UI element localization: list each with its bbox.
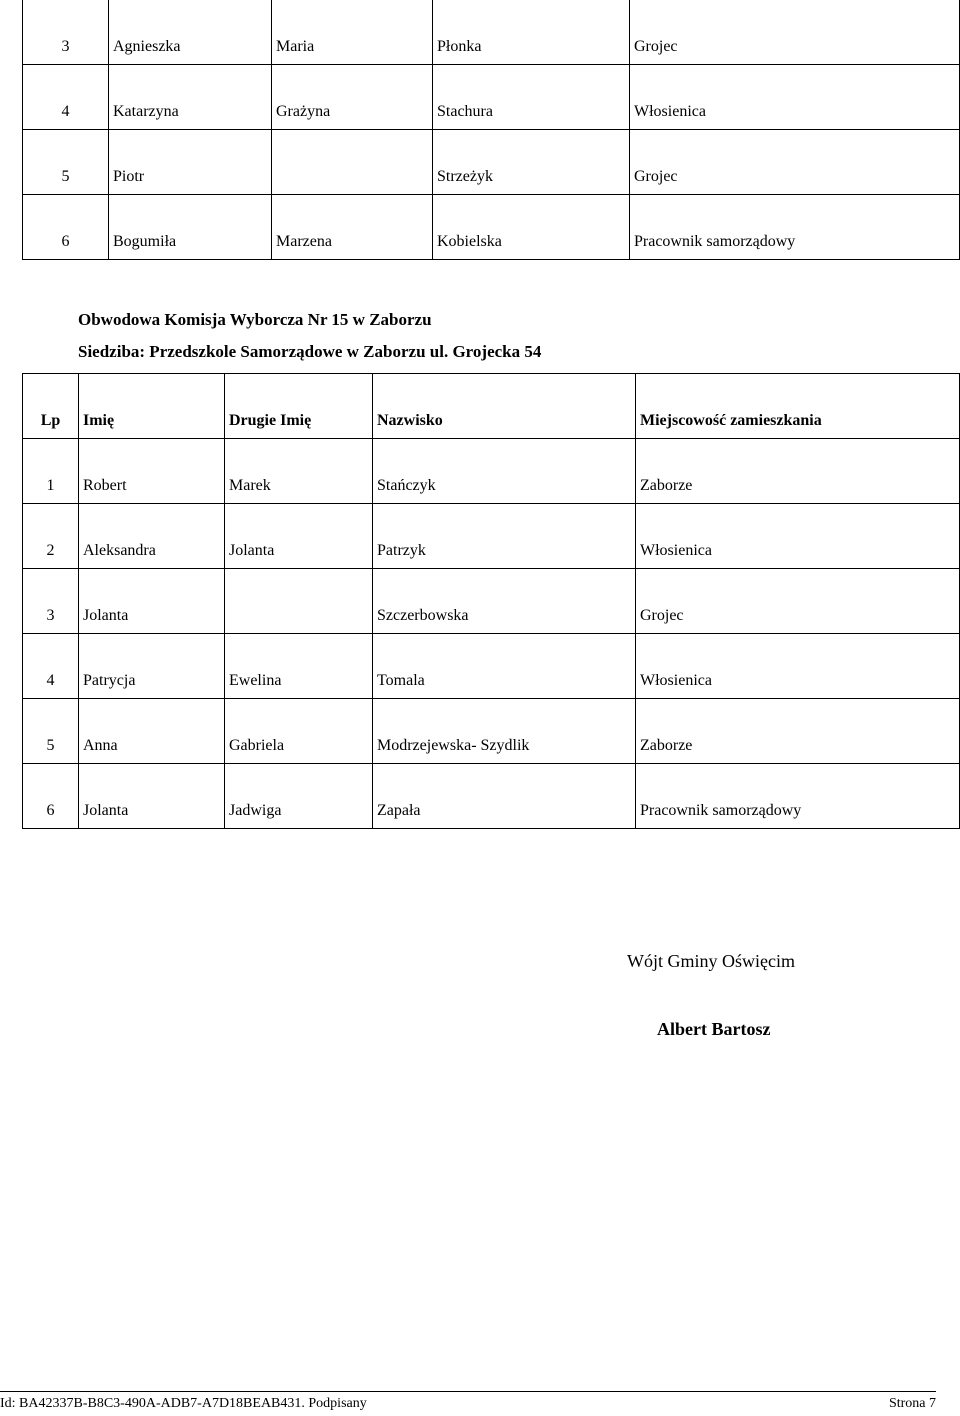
header-second-name: Drugie Imię — [225, 374, 373, 439]
surname-cell: Płonka — [433, 0, 630, 65]
commission-seat: Siedziba: Przedszkole Samorządowe w Zaborzu ul. Grojecka 54 — [78, 342, 542, 361]
header-lp: Lp — [23, 374, 79, 439]
surname-cell: Zapała — [373, 764, 636, 829]
header-first-name: Imię — [79, 374, 225, 439]
table-row — [23, 130, 960, 195]
surname-cell: Stachura — [433, 65, 630, 130]
residence-cell: Pracownik samorządowy — [636, 764, 960, 829]
lp-cell: 5 — [23, 130, 109, 195]
lp-cell: 3 — [23, 569, 79, 634]
second-name-cell: Grażyna — [272, 65, 433, 130]
second-name-cell — [225, 569, 373, 634]
surname-cell: Patrzyk — [373, 504, 636, 569]
page-number: Strona 7 — [888, 1396, 936, 1411]
table-row — [23, 634, 960, 699]
residence-cell: Zaborze — [636, 439, 960, 504]
table-row — [23, 65, 960, 130]
header-surname: Nazwisko — [373, 374, 636, 439]
table-header-row — [23, 374, 960, 439]
commission-title: Obwodowa Komisja Wyborcza Nr 15 w Zaborzu — [78, 310, 432, 329]
first-name-cell: Bogumiła — [109, 195, 272, 260]
lp-cell: 1 — [23, 439, 79, 504]
table-row — [23, 569, 960, 634]
lp-cell: 6 — [23, 764, 79, 829]
lp-cell: 6 — [23, 195, 109, 260]
surname-cell: Tomala — [373, 634, 636, 699]
residence-cell: Grojec — [636, 569, 960, 634]
residence-cell: Grojec — [630, 0, 960, 65]
second-name-cell: Maria — [272, 0, 433, 65]
residence-cell: Pracownik samorządowy — [630, 195, 960, 260]
table-row — [23, 504, 960, 569]
residence-cell: Zaborze — [636, 699, 960, 764]
lp-cell: 4 — [23, 65, 109, 130]
first-name-cell: Anna — [79, 699, 225, 764]
members-table-continued — [22, 0, 960, 260]
surname-cell: Kobielska — [433, 195, 630, 260]
first-name-cell: Katarzyna — [109, 65, 272, 130]
first-name-cell: Aleksandra — [79, 504, 225, 569]
second-name-cell: Ewelina — [225, 634, 373, 699]
lp-cell: 5 — [23, 699, 79, 764]
members-table — [22, 373, 960, 829]
table-row — [23, 0, 960, 65]
header-residence: Miejscowość zamieszkania — [636, 374, 960, 439]
second-name-cell — [272, 130, 433, 195]
second-name-cell: Marzena — [272, 195, 433, 260]
table-row — [23, 764, 960, 829]
second-name-cell: Jolanta — [225, 504, 373, 569]
surname-cell: Stańczyk — [373, 439, 636, 504]
first-name-cell: Patrycja — [79, 634, 225, 699]
second-name-cell: Gabriela — [225, 699, 373, 764]
residence-cell: Grojec — [630, 130, 960, 195]
lp-cell: 3 — [23, 0, 109, 65]
first-name-cell: Robert — [79, 439, 225, 504]
first-name-cell: Jolanta — [79, 569, 225, 634]
first-name-cell: Jolanta — [79, 764, 225, 829]
second-name-cell: Jadwiga — [225, 764, 373, 829]
first-name-cell: Agnieszka — [109, 0, 272, 65]
signatory-title: Wójt Gminy Oświęcim — [627, 951, 795, 971]
surname-cell: Szczerbowska — [373, 569, 636, 634]
table-row — [23, 439, 960, 504]
lp-cell: 2 — [23, 504, 79, 569]
table-row — [23, 195, 960, 260]
lp-cell: 4 — [23, 634, 79, 699]
surname-cell: Modrzejewska- Szydlik — [373, 699, 636, 764]
surname-cell: Strzeżyk — [433, 130, 630, 195]
table-row — [23, 699, 960, 764]
document-id: Id: BA42337B-B8C3-490A-ADB7-A7D18BEAB431. Podpisany — [0, 1396, 367, 1411]
signatory-name: Albert Bartosz — [657, 1019, 771, 1039]
first-name-cell: Piotr — [109, 130, 272, 195]
residence-cell: Włosienica — [636, 634, 960, 699]
residence-cell: Włosienica — [636, 504, 960, 569]
second-name-cell: Marek — [225, 439, 373, 504]
page-footer — [0, 1391, 936, 1411]
residence-cell: Włosienica — [630, 65, 960, 130]
